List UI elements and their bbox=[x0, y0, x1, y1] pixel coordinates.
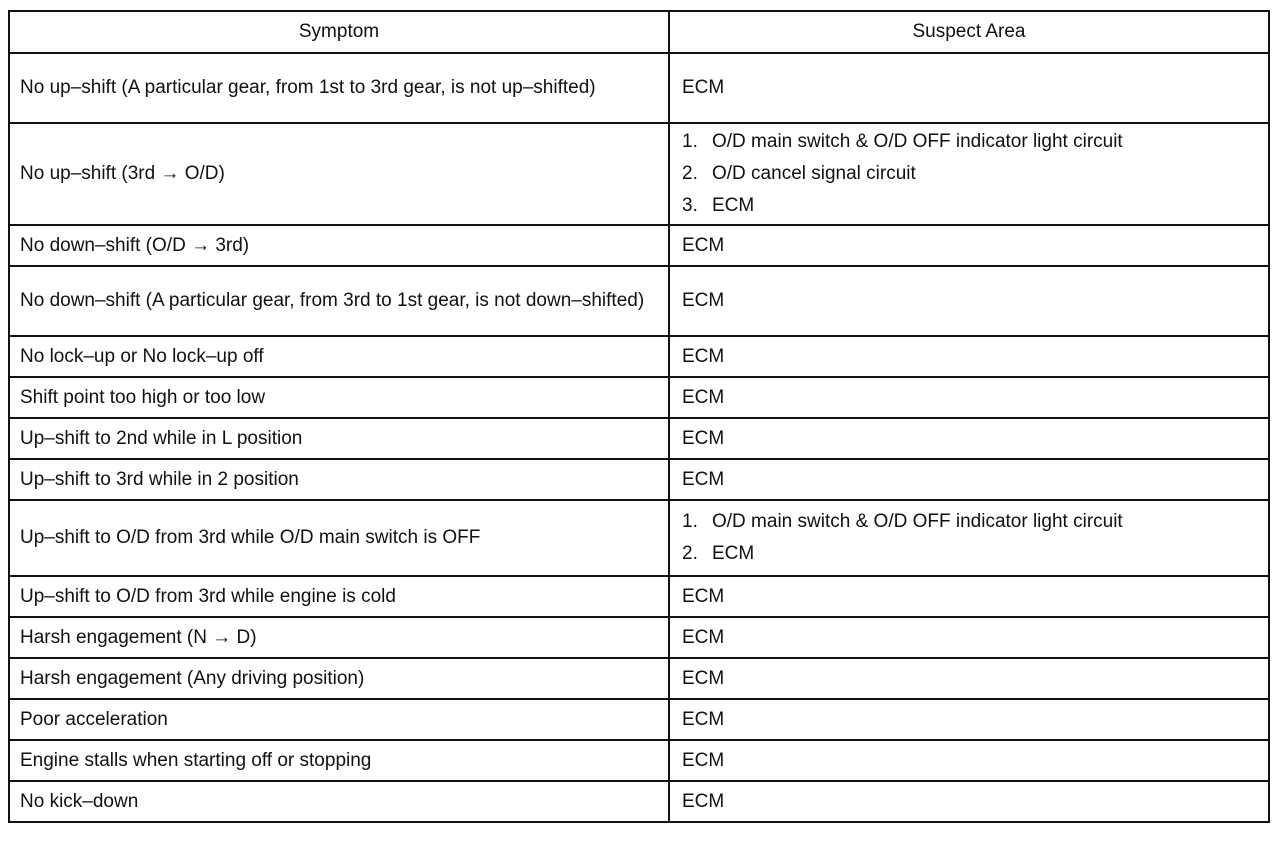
suspect-area-cell: ECM bbox=[669, 658, 1269, 699]
symptom-cell: Harsh engagement (N → D) bbox=[9, 617, 669, 658]
header-row bbox=[9, 11, 1269, 53]
suspect-area-cell: ECM bbox=[669, 418, 1269, 459]
list-item bbox=[682, 158, 1258, 190]
suspect-area-cell: ECM bbox=[669, 617, 1269, 658]
list-marker: 3. bbox=[682, 195, 698, 216]
table-row bbox=[9, 123, 1269, 225]
suspect-area-cell: ECM bbox=[669, 459, 1269, 500]
table-row bbox=[9, 658, 1269, 699]
symptom-cell: Up–shift to 2nd while in L position bbox=[9, 418, 669, 459]
suspect-area-cell: ECM bbox=[669, 699, 1269, 740]
symptom-cell: No down–shift (O/D → 3rd) bbox=[9, 225, 669, 266]
list-marker: 1. bbox=[682, 131, 698, 152]
list-item bbox=[682, 190, 1258, 222]
suspect-area-cell: ECM bbox=[669, 576, 1269, 617]
list-marker: 2. bbox=[682, 543, 698, 564]
table-row bbox=[9, 377, 1269, 418]
symptom-cell: No up–shift (3rd → O/D) bbox=[9, 123, 669, 225]
list-item-text: O/D main switch & O/D OFF indicator light circuit bbox=[712, 511, 1123, 532]
table-row bbox=[9, 781, 1269, 822]
suspect-area-list bbox=[682, 126, 1258, 222]
list-item-text: O/D main switch & O/D OFF indicator light circuit bbox=[712, 131, 1123, 152]
symptom-cell: Poor acceleration bbox=[9, 699, 669, 740]
table-row bbox=[9, 459, 1269, 500]
symptom-cell: No down–shift (A particular gear, from 3rd to 1st gear, is not down–shifted) bbox=[9, 266, 669, 336]
symptom-cell: Up–shift to O/D from 3rd while O/D main switch is OFF bbox=[9, 500, 669, 576]
symptom-table bbox=[8, 10, 1270, 823]
suspect-area-cell: ECM bbox=[669, 266, 1269, 336]
symptom-cell: No kick–down bbox=[9, 781, 669, 822]
symptom-cell: Up–shift to 3rd while in 2 position bbox=[9, 459, 669, 500]
table-row bbox=[9, 699, 1269, 740]
header-suspect-area: Suspect Area bbox=[669, 11, 1269, 53]
list-item bbox=[682, 538, 1258, 570]
table-row bbox=[9, 266, 1269, 336]
list-item-text: O/D cancel signal circuit bbox=[712, 163, 916, 184]
suspect-area-cell: ECM bbox=[669, 53, 1269, 123]
suspect-area-cell: ECM bbox=[669, 740, 1269, 781]
table-row bbox=[9, 740, 1269, 781]
list-marker: 2. bbox=[682, 163, 698, 184]
list-item bbox=[682, 126, 1258, 158]
list-marker: 1. bbox=[682, 511, 698, 532]
table-row bbox=[9, 225, 1269, 266]
symptom-cell: Harsh engagement (Any driving position) bbox=[9, 658, 669, 699]
suspect-area-cell bbox=[669, 500, 1269, 576]
table-row bbox=[9, 500, 1269, 576]
symptom-cell: Up–shift to O/D from 3rd while engine is cold bbox=[9, 576, 669, 617]
symptom-cell: No lock–up or No lock–up off bbox=[9, 336, 669, 377]
list-item bbox=[682, 506, 1258, 538]
symptom-cell: No up–shift (A particular gear, from 1st to 3rd gear, is not up–shifted) bbox=[9, 53, 669, 123]
suspect-area-list bbox=[682, 506, 1258, 570]
suspect-area-cell: ECM bbox=[669, 336, 1269, 377]
table-row bbox=[9, 617, 1269, 658]
symptom-cell: Shift point too high or too low bbox=[9, 377, 669, 418]
list-item-text: ECM bbox=[712, 543, 755, 564]
table-row bbox=[9, 576, 1269, 617]
table-row bbox=[9, 53, 1269, 123]
header-symptom: Symptom bbox=[9, 11, 669, 53]
table-row bbox=[9, 336, 1269, 377]
suspect-area-cell: ECM bbox=[669, 377, 1269, 418]
suspect-area-cell: ECM bbox=[669, 781, 1269, 822]
table-row bbox=[9, 418, 1269, 459]
suspect-area-cell: ECM bbox=[669, 225, 1269, 266]
symptom-cell: Engine stalls when starting off or stopping bbox=[9, 740, 669, 781]
suspect-area-cell bbox=[669, 123, 1269, 225]
list-item-text: ECM bbox=[712, 195, 755, 216]
